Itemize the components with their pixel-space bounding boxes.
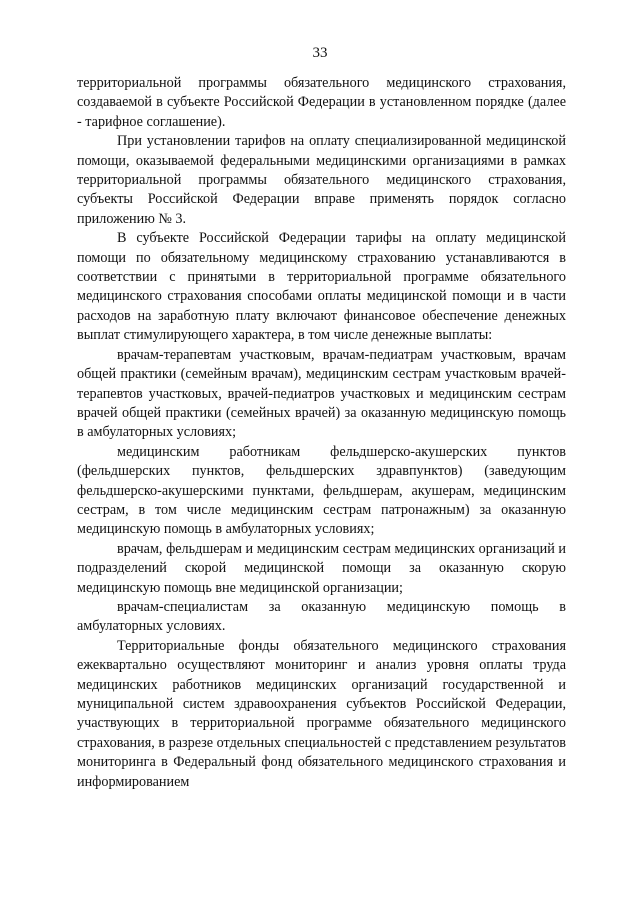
paragraph-continuation: территориальной программы обязательного медицинского страхования, создаваемой в субъекте Российской Федерации в установленном порядке (далее - тарифное соглашение). xyxy=(77,75,566,130)
list-item-therapists: врачам-терапевтам участковым, врачам-педиатрам участковым, врачам общей практики (семейным врачам), медицинским сестрам участковым врачей-терапевтов участковых, врачей-педиатров участковых и медицинским сестрам врачей общей практики (семейных врачей) за оказанную медицинскую помощь в амбулаторных условиях; xyxy=(77,346,566,441)
paragraph-monitoring: Территориальные фонды обязательного медицинского страхования ежеквартально осуществляют мониторинг и анализ уровня оплаты труда медицинских работников медицинских организаций государственной и муниципальной систем здравоохранения субъектов Российской Федерации, участвующих в территориальной программе обязательного медицинского страхования, в разрезе отдельных специальностей с представлением результатов мониторинга в Федеральный фонд обязательного медицинского страхования и информированием xyxy=(77,637,566,790)
paragraph-tariff-setting: При установлении тарифов на оплату специализированной медицинской помощи, оказываемой федеральными медицинскими организациями в рамках территориальной программы обязательного медицинского страхования, субъекты Российской Федерации вправе применять порядок согласно приложению № 3. xyxy=(77,133,566,227)
list-item-specialists: врачам-специалистам за оказанную медицинскую помощь в амбулаторных условиях. xyxy=(77,598,566,635)
list-item-emergency-care: врачам, фельдшерам и медицинским сестрам медицинских организаций и подразделений скорой медицинской помощи за оказанную скорую медицинскую помощь вне медицинской организации; xyxy=(77,540,566,596)
document-body xyxy=(77,74,566,792)
list-item-feldsher-points: медицинским работникам фельдшерско-акушерских пунктов (фельдшерских пунктов, фельдшерских здравпунктов) (заведующим фельдшерско-акушерскими пунктами, фельдшерам, акушерам, медицинским сестрам, в том числе медицинским сестрам патронажным) за оказанную медицинскую помощь в амбулаторных условиях; xyxy=(77,443,566,538)
paragraph-tariffs-payments: В субъекте Российской Федерации тарифы на оплату медицинской помощи по обязательному медицинскому страхованию устанавливаются в соответствии с принятыми в территориальной программе обязательного медицинского страхования способами оплаты медицинской помощи и в части расходов на заработную плату включают финансовое обеспечение денежных выплат стимулирующего характера, в том числе денежные выплаты: xyxy=(77,230,566,344)
page-number: 33 xyxy=(312,45,328,61)
